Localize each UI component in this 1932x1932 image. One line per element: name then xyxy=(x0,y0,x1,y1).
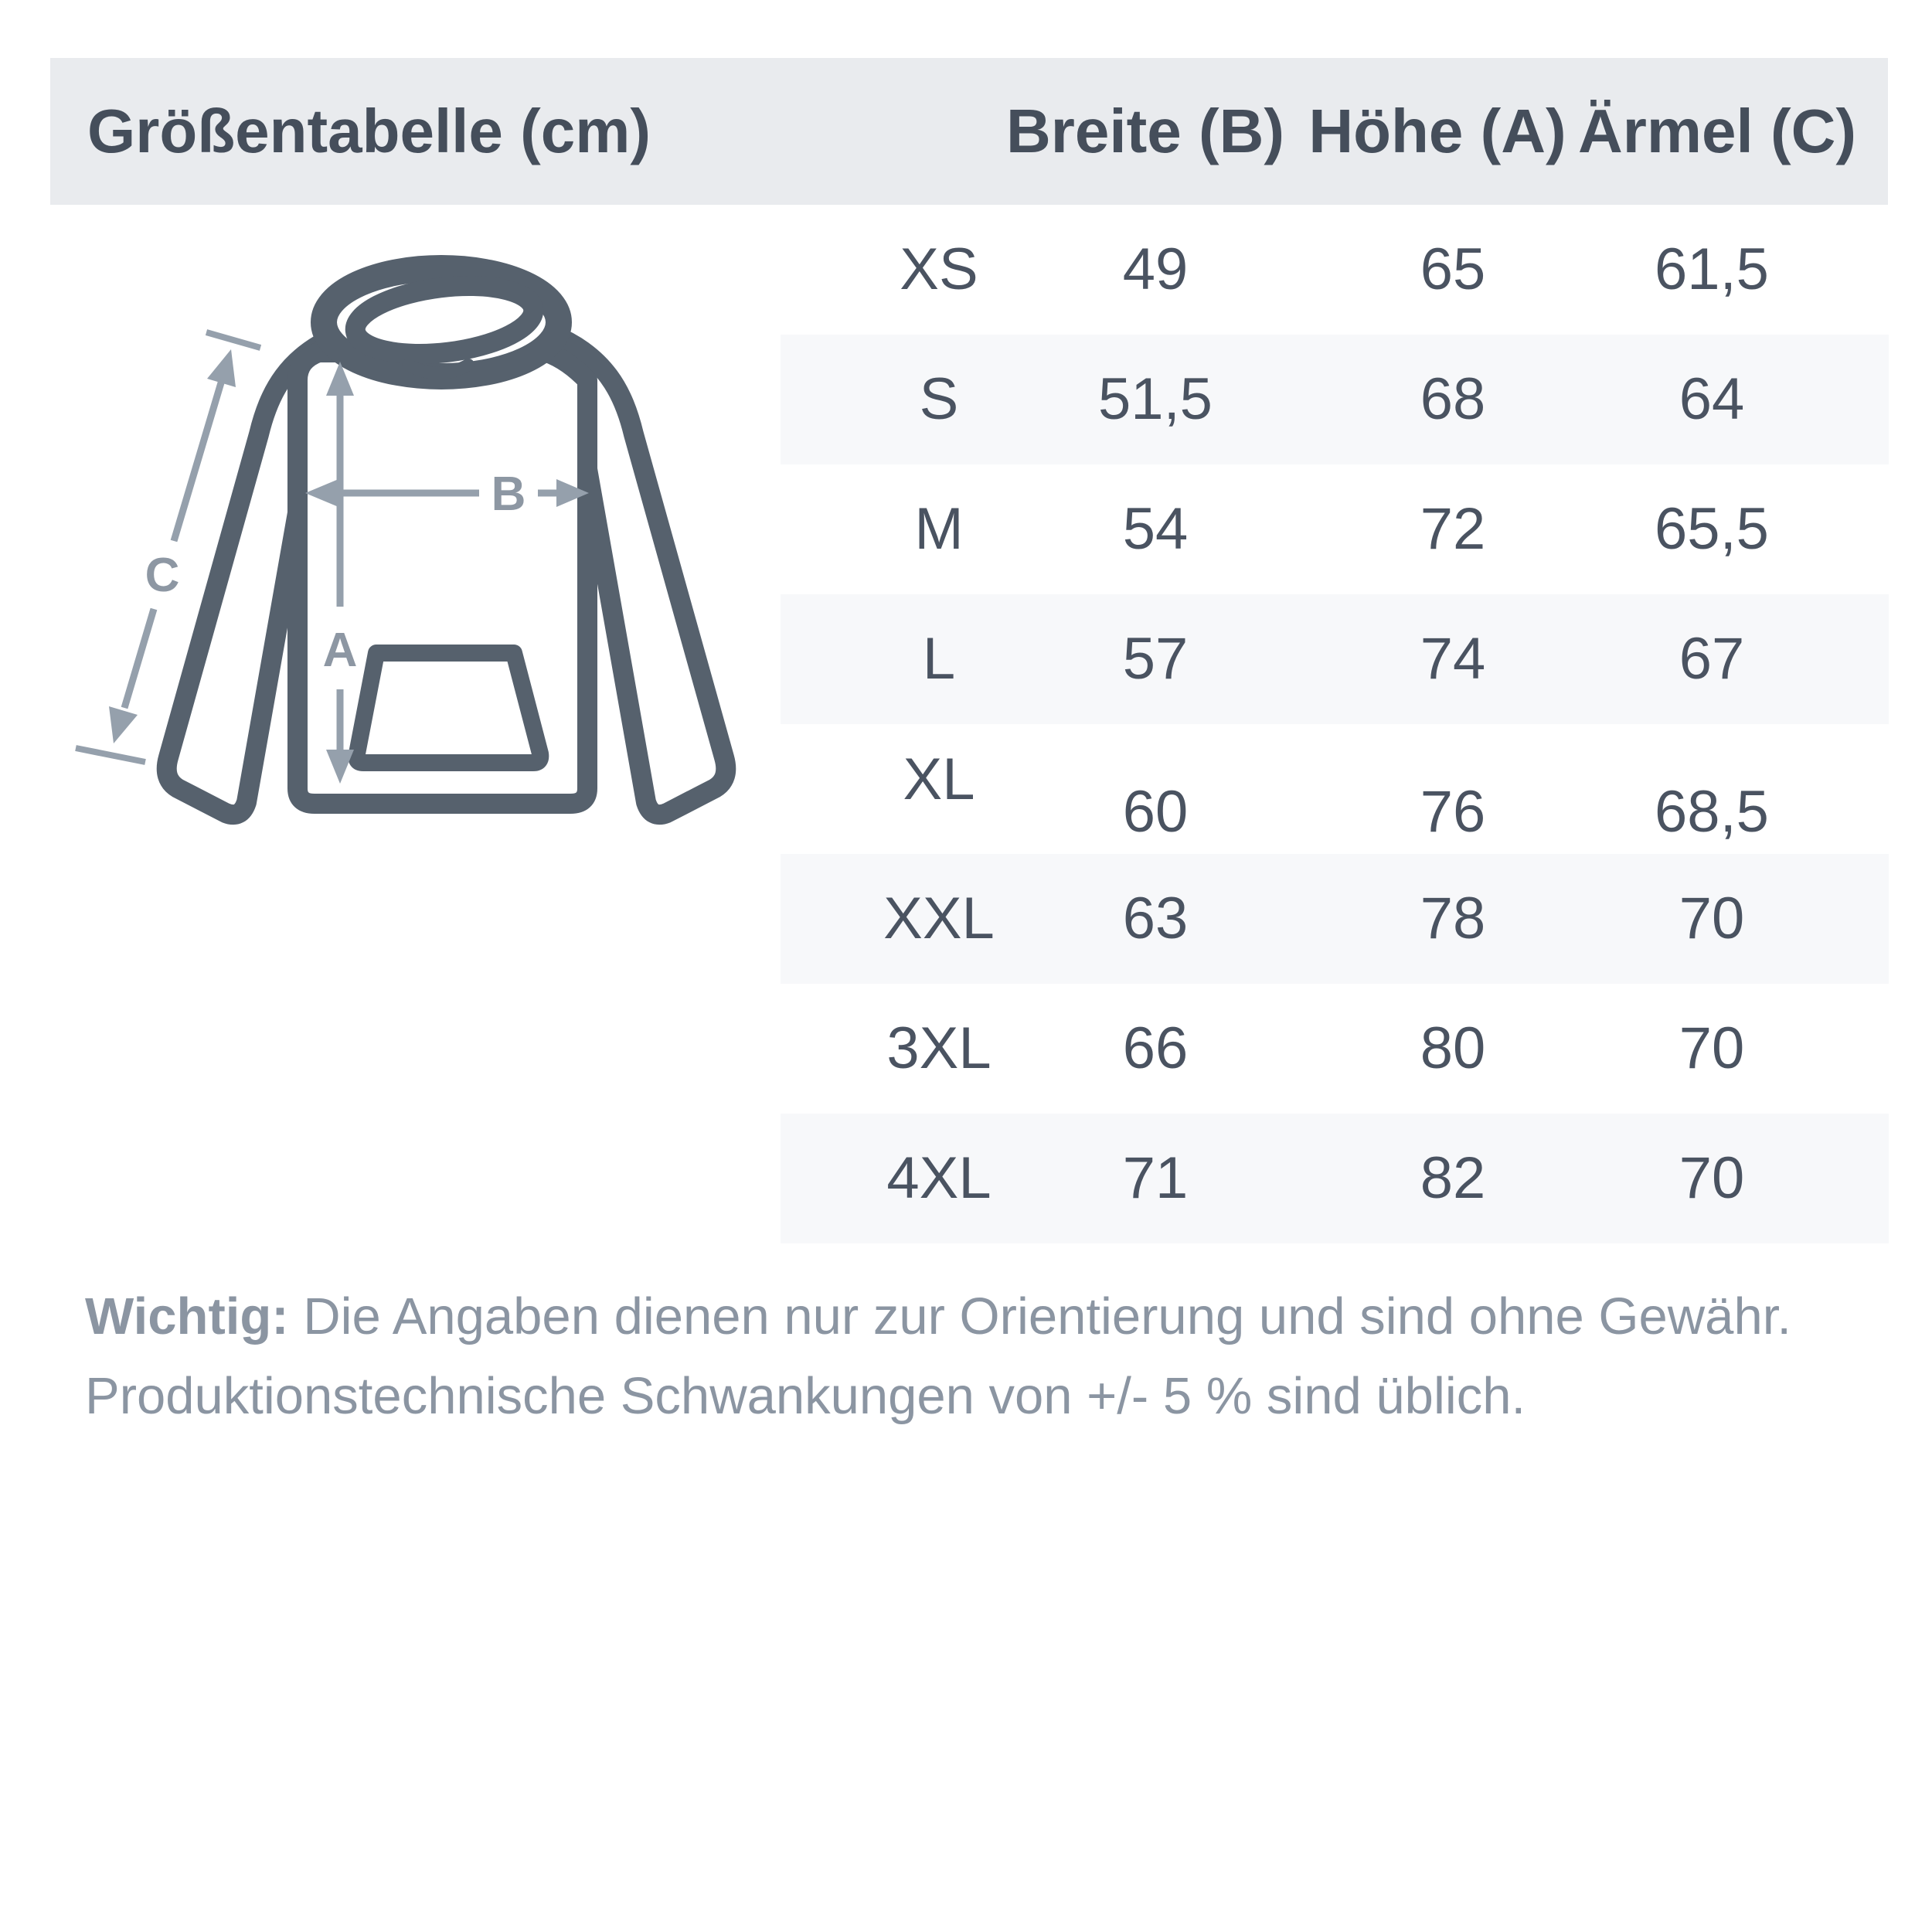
hoehe-value: 80 xyxy=(1420,1015,1486,1081)
size-label: M xyxy=(914,496,964,562)
table-row-l xyxy=(781,594,1889,724)
breite-value: 57 xyxy=(1122,626,1189,692)
aermel-value: 70 xyxy=(1679,886,1745,951)
size-label: L xyxy=(922,626,956,692)
footer-note xyxy=(85,1277,1901,1436)
aermel-value: 68,5 xyxy=(1655,779,1769,845)
hoehe-value: 82 xyxy=(1420,1145,1486,1211)
size-table xyxy=(781,205,1889,1243)
measure-label-b: B xyxy=(491,468,526,521)
hoehe-value: 74 xyxy=(1420,626,1486,692)
size-label: XXL xyxy=(883,886,995,951)
aermel-value: 64 xyxy=(1679,366,1745,432)
breite-value: 49 xyxy=(1122,236,1189,302)
table-row-xs xyxy=(781,205,1889,335)
table-row-xxl xyxy=(781,854,1889,984)
breite-value: 63 xyxy=(1122,886,1189,951)
measure-label-a: A xyxy=(322,624,358,677)
breite-value: 60 xyxy=(1122,779,1189,845)
aermel-value: 70 xyxy=(1679,1145,1745,1211)
size-label: S xyxy=(919,366,959,432)
header-band xyxy=(50,58,1888,205)
table-row-4xl xyxy=(781,1114,1889,1243)
hoehe-value: 68 xyxy=(1420,366,1486,432)
table-row-s xyxy=(781,335,1889,464)
hoodie-measurement-diagram xyxy=(46,216,819,912)
hoehe-value: 78 xyxy=(1420,886,1486,951)
column-header-hoehe: Höhe (A) xyxy=(1308,97,1566,165)
size-label: XL xyxy=(903,747,975,812)
column-header-aermel: Ärmel (C) xyxy=(1577,97,1857,165)
aermel-value: 70 xyxy=(1679,1015,1745,1081)
footer-line-1 xyxy=(85,1277,1901,1356)
breite-value: 66 xyxy=(1122,1015,1189,1081)
size-label: 3XL xyxy=(886,1015,992,1081)
aermel-value: 65,5 xyxy=(1655,496,1769,562)
breite-value: 54 xyxy=(1122,496,1189,562)
size-label: XS xyxy=(900,236,978,302)
footer-line-2: Produktionstechnische Schwankungen von +/- 5 % sind üblich. xyxy=(85,1367,1526,1425)
table-row-m xyxy=(781,464,1889,594)
hoodie-pocket xyxy=(356,653,540,763)
breite-value: 71 xyxy=(1122,1145,1189,1211)
footer-bold: Wichtig: xyxy=(85,1287,289,1345)
hoehe-value: 76 xyxy=(1420,779,1486,845)
footer-line-1-text: Die Angaben dienen nur zur Orientierung und sind ohne Gewähr. xyxy=(288,1287,1791,1345)
size-label: 4XL xyxy=(886,1145,992,1211)
aermel-value: 67 xyxy=(1679,626,1745,692)
hoehe-value: 65 xyxy=(1420,236,1486,302)
measure-label-c: C xyxy=(145,549,180,602)
size-chart-title: Größentabelle (cm) xyxy=(87,97,651,165)
column-header-breite: Breite (B) xyxy=(1005,97,1285,165)
breite-value: 51,5 xyxy=(1098,366,1213,432)
hoehe-value: 72 xyxy=(1420,496,1486,562)
table-row-xl xyxy=(781,724,1889,854)
aermel-value: 61,5 xyxy=(1655,236,1769,302)
table-row-3xl xyxy=(781,984,1889,1114)
